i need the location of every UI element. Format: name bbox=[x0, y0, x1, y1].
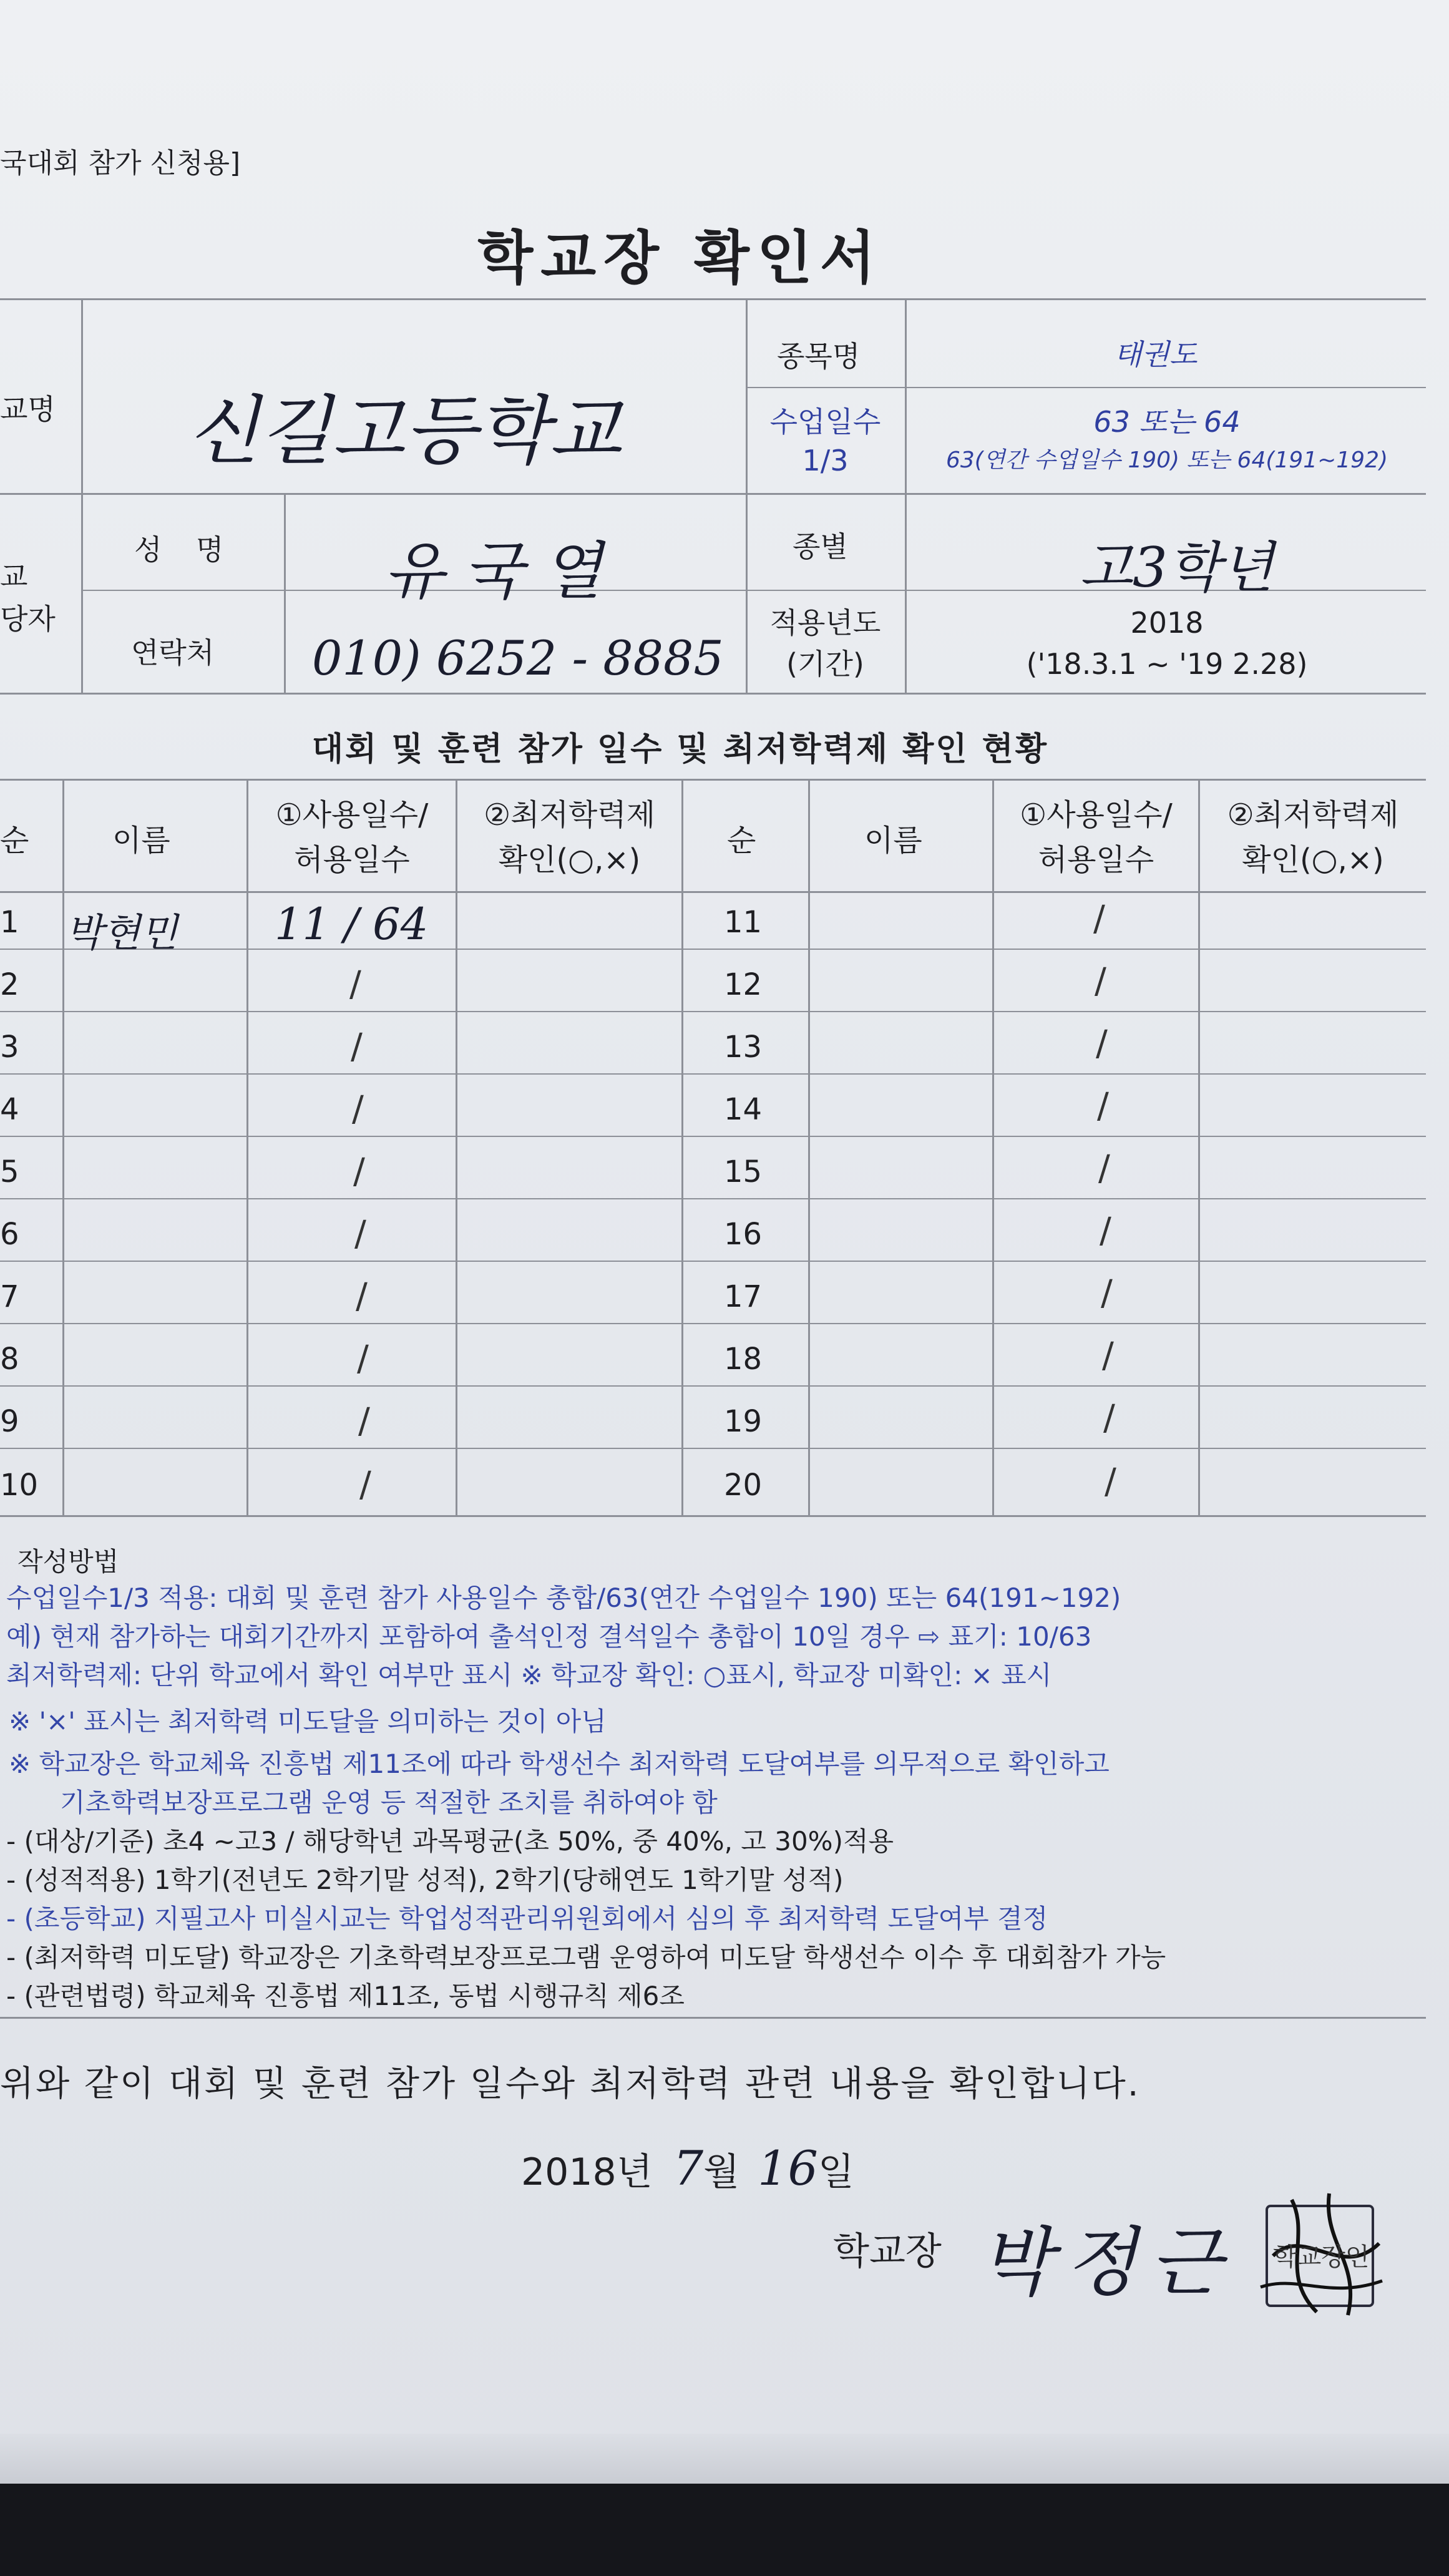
info-vline-4 bbox=[905, 298, 907, 693]
page-shadow bbox=[0, 2434, 1449, 2484]
col-header-name-left: 이름 bbox=[112, 823, 170, 858]
table-row-line-6 bbox=[0, 1261, 1426, 1262]
row-days: / bbox=[356, 1276, 368, 1317]
row-days: / bbox=[1105, 1461, 1116, 1502]
note-line: ※ 학교장은 학교체육 진흥법 제11조에 따라 학생선수 최저학력 도달여부를 의무적으로 확인하고 bbox=[9, 1749, 1110, 1779]
row-no: 19 bbox=[724, 1404, 763, 1439]
row-no: 5 bbox=[0, 1154, 19, 1189]
note-line: 수업일수1/3 적용: 대회 및 훈련 참가 사용일수 총합/63(연간 수업일수 190) 또는 64(191~192) bbox=[6, 1583, 1121, 1613]
table-header-bottom bbox=[0, 891, 1426, 893]
table-vline-2 bbox=[246, 779, 248, 1515]
manager-name-handwritten: 유국열 bbox=[384, 535, 621, 608]
info-vline-3 bbox=[746, 298, 748, 693]
note-line: - (대상/기준) 초4 ~고3 / 해당학년 과목평균(초 50%, 중 40%, 고 30%)적용 bbox=[6, 1826, 894, 1856]
table-vline-5 bbox=[808, 779, 810, 1515]
principal-name-handwritten: 박정근 bbox=[980, 2220, 1234, 2306]
row-no: 1 bbox=[0, 905, 19, 940]
table-top-border bbox=[0, 779, 1426, 781]
row-days: / bbox=[1103, 1398, 1115, 1438]
table-row-line-5 bbox=[0, 1198, 1426, 1199]
table-bottom-border bbox=[0, 1515, 1426, 1517]
row-days: / bbox=[1097, 1086, 1109, 1126]
col-header-days-right: ①사용일수/ 허용일수 bbox=[1020, 798, 1173, 877]
date-line bbox=[521, 2140, 854, 2196]
row-days: / bbox=[1100, 1211, 1111, 1251]
year-label: 적용년도 (기간) bbox=[769, 606, 881, 681]
class-days-value: 63 또는 64 63(연간 수업일수 190) 또는 64(191~192) bbox=[945, 405, 1388, 473]
row-days: / bbox=[359, 1465, 371, 1505]
row-days: / bbox=[357, 1339, 369, 1379]
date-day-handwritten: 16 bbox=[758, 2140, 818, 2196]
info-top-border bbox=[0, 298, 1426, 300]
sport-label: 종목명 bbox=[777, 339, 861, 373]
row-no: 20 bbox=[724, 1468, 763, 1503]
col-header-order-left: 순 bbox=[0, 823, 29, 858]
info-divider-1 bbox=[0, 493, 1426, 495]
table-row-line-7 bbox=[0, 1323, 1426, 1324]
row-days: / bbox=[1098, 1148, 1110, 1189]
col-header-days-left: ①사용일수/ 허용일수 bbox=[275, 798, 429, 877]
confirm-sentence: 위와 같이 대회 및 훈련 참가 일수와 최저학력 관련 내용을 확인합니다. bbox=[0, 2064, 1141, 2104]
row-no: 13 bbox=[724, 1030, 763, 1065]
class-days-label: 수업일수 1/3 bbox=[769, 405, 881, 477]
table-row-line-8 bbox=[0, 1385, 1426, 1387]
info-right-divider-a bbox=[746, 387, 1426, 388]
note-line: 기초학력보장프로그램 운영 등 적절한 조치를 취하여야 함 bbox=[60, 1787, 718, 1818]
seal-text: 학교장인 bbox=[1273, 2243, 1370, 2271]
row-days: / bbox=[1093, 899, 1105, 939]
row-no: 2 bbox=[0, 967, 19, 1002]
page-title: 학교장 확인서 bbox=[477, 225, 883, 291]
date-year: 2018년 bbox=[521, 2150, 653, 2194]
table-vline-1 bbox=[62, 779, 64, 1515]
table-row-line-1 bbox=[0, 949, 1426, 950]
sport-value: 태권도 bbox=[1114, 338, 1198, 371]
row-no: 7 bbox=[0, 1279, 19, 1314]
row-no: 14 bbox=[724, 1092, 763, 1127]
note-line: - (성적적용) 1학기(전년도 2학기말 성적), 2학기(당해연도 1학기말 성적) bbox=[6, 1865, 844, 1895]
row-no: 4 bbox=[0, 1092, 19, 1127]
date-month-unit: 월 bbox=[703, 2150, 740, 2194]
note-line: ※ '×' 표시는 최저학력 미도달을 의미하는 것이 아님 bbox=[9, 1706, 607, 1737]
form-tag: 국대회 참가 신청용] bbox=[0, 147, 241, 179]
school-label: 교명 bbox=[0, 393, 56, 426]
row-days: / bbox=[352, 1089, 364, 1129]
col-header-name-right: 이름 bbox=[864, 823, 922, 858]
table-row-line-9 bbox=[0, 1448, 1426, 1449]
row-days: / bbox=[354, 1214, 366, 1254]
row-days-handwritten: 11 / 64 bbox=[275, 899, 429, 950]
col-header-min-left: ②최저학력제 확인(○,×) bbox=[484, 798, 655, 877]
category-value-handwritten: 고3학년 bbox=[1080, 535, 1274, 600]
name-label: 성 명 bbox=[134, 533, 237, 567]
notes-heading: 작성방법 bbox=[17, 1546, 119, 1577]
contact-label: 연락처 bbox=[131, 636, 215, 670]
info-vline-1 bbox=[81, 298, 83, 693]
row-no: 18 bbox=[724, 1342, 763, 1377]
row-days: / bbox=[1095, 961, 1106, 1002]
row-days: / bbox=[1101, 1273, 1113, 1314]
table-row-line-3 bbox=[0, 1073, 1426, 1075]
manager-label: 교 당자 bbox=[0, 560, 56, 636]
year-value: 2018 ('18.3.1 ~ '19 2.28) bbox=[1026, 606, 1308, 681]
row-days: / bbox=[353, 1151, 365, 1192]
category-label: 종별 bbox=[793, 530, 848, 564]
row-no: 8 bbox=[0, 1342, 19, 1377]
row-no: 6 bbox=[0, 1217, 19, 1252]
date-day-unit: 일 bbox=[817, 2150, 854, 2194]
table-vline-3 bbox=[456, 779, 457, 1515]
row-name-handwritten: 박현민 bbox=[66, 910, 178, 955]
info-vline-2 bbox=[284, 493, 286, 693]
row-no: 3 bbox=[0, 1030, 19, 1065]
row-days: / bbox=[1102, 1335, 1114, 1376]
row-no: 12 bbox=[724, 967, 763, 1002]
table-vline-6 bbox=[992, 779, 994, 1515]
row-no: 15 bbox=[724, 1154, 763, 1189]
note-line: 최저학력제: 단위 학교에서 확인 여부만 표시 ※ 학교장 확인: ○표시, 학교장 미확인: × 표시 bbox=[6, 1660, 1052, 1690]
table-vline-7 bbox=[1198, 779, 1200, 1515]
note-line: - (관련법령) 학교체육 진흥법 제11조, 동법 시행규칙 제6조 bbox=[6, 1981, 685, 2011]
date-month-handwritten: 7 bbox=[673, 2140, 704, 2196]
table-row-line-4 bbox=[0, 1136, 1426, 1137]
school-name-handwritten: 신길고등학교 bbox=[187, 388, 622, 475]
table-vline-4 bbox=[681, 779, 683, 1515]
notes-bottom-border bbox=[0, 2017, 1426, 2019]
row-no: 17 bbox=[724, 1279, 763, 1314]
col-header-order-right: 순 bbox=[727, 823, 756, 858]
info-bottom-border bbox=[0, 693, 1426, 695]
note-line: - (초등학교) 지필고사 미실시교는 학업성적관리위원회에서 심의 후 최저학력 도달여부 결정 bbox=[6, 1903, 1048, 1934]
row-no: 9 bbox=[0, 1404, 19, 1439]
table-row-line-2 bbox=[0, 1011, 1426, 1012]
principal-label: 학교장 bbox=[833, 2230, 942, 2273]
row-no: 16 bbox=[724, 1217, 763, 1252]
note-line: 예) 현재 참가하는 대회기간까지 포함하여 출석인정 결석일수 총합이 10일 경우 ⇨ 표기: 10/63 bbox=[6, 1621, 1092, 1652]
row-no: 11 bbox=[724, 905, 763, 940]
row-days: / bbox=[351, 1027, 363, 1067]
row-days: / bbox=[358, 1401, 370, 1442]
row-no: 10 bbox=[0, 1468, 39, 1503]
row-days: / bbox=[1096, 1023, 1108, 1064]
row-days: / bbox=[349, 964, 361, 1005]
contact-value-handwritten: 010) 6252 - 8885 bbox=[312, 630, 724, 686]
section-title: 대회 및 훈련 참가 일수 및 최저학력제 확인 현황 bbox=[311, 731, 1049, 768]
note-line: - (최저학력 미도달) 학교장은 기초학력보장프로그램 운영하여 미도달 학생선수 이수 후 대회참가 가능 bbox=[6, 1942, 1166, 1973]
col-header-min-right: ②최저학력제 확인(○,×) bbox=[1227, 798, 1399, 877]
